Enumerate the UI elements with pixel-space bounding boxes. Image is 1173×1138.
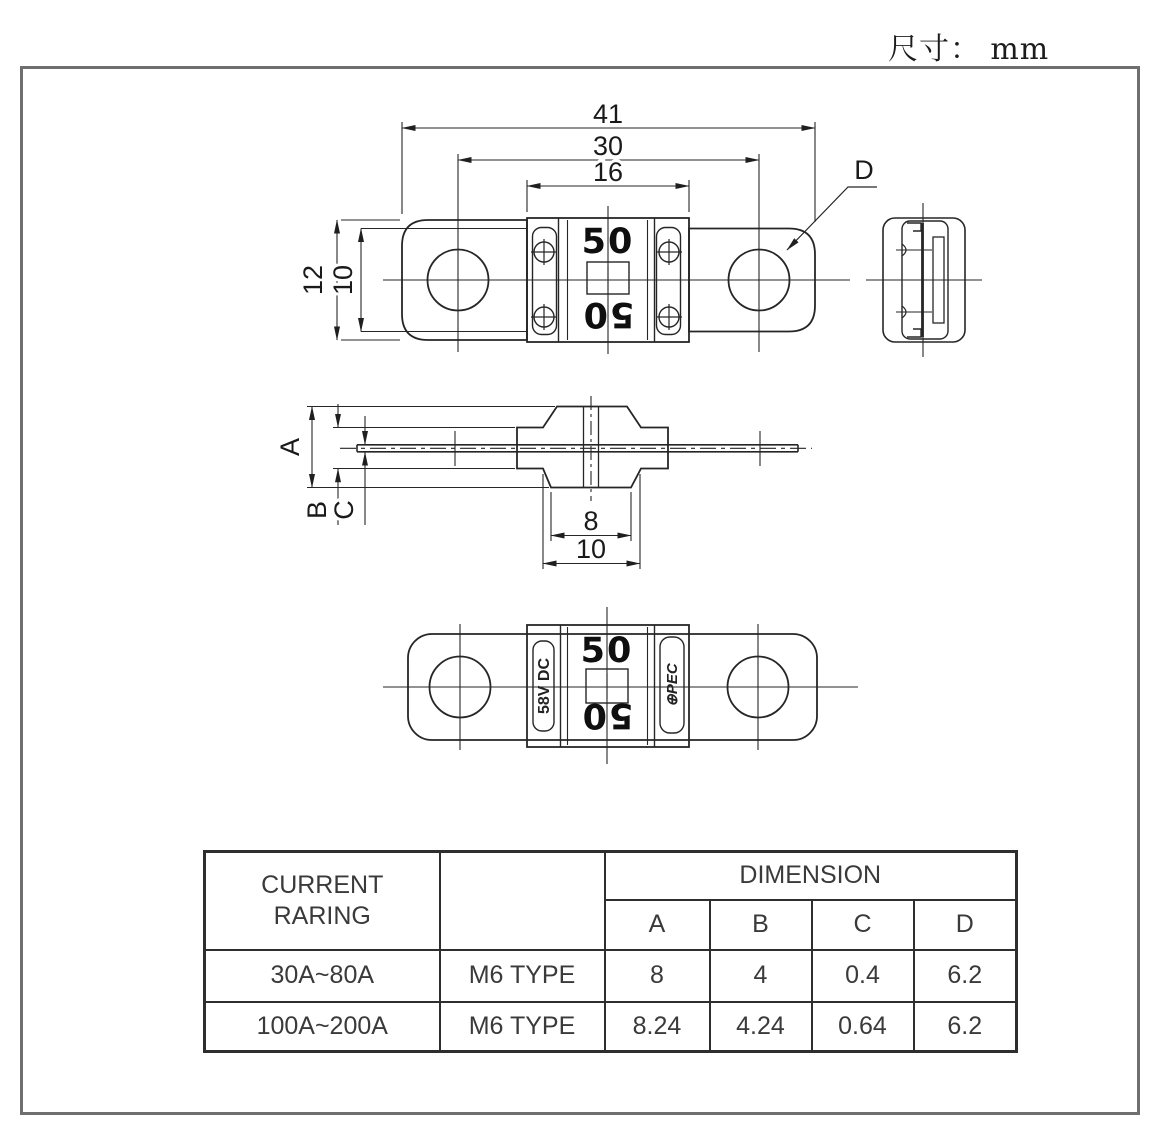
front-view	[383, 607, 858, 764]
dim-hole-spacing: 30	[592, 131, 624, 161]
value-c: 0.4	[812, 950, 914, 1002]
front-view-rating-marking-inverted: 50	[580, 695, 634, 735]
side-view	[275, 396, 812, 569]
stud-type: M6 TYPE	[440, 1002, 605, 1052]
table-row	[205, 950, 1017, 1002]
header-col-a: A	[605, 900, 710, 950]
value-b: 4	[710, 950, 812, 1002]
header-col-b: B	[710, 900, 812, 950]
dim-overall-length: 41	[592, 99, 624, 129]
dim-a-label: A	[275, 437, 305, 457]
dim-body-width: 16	[592, 157, 624, 187]
end-view	[866, 203, 982, 357]
dim-c-label: C	[329, 500, 359, 520]
voltage-marking: 58V DC	[536, 657, 553, 715]
value-b: 4.24	[710, 1002, 812, 1052]
dim-boss-outer: 10	[575, 534, 607, 564]
dim-plate-outer: 12	[298, 264, 328, 296]
value-c: 0.64	[812, 1002, 914, 1052]
table-row	[205, 1002, 1017, 1052]
value-d: 6.2	[914, 1002, 1017, 1052]
dimension-spec-table	[203, 850, 1018, 1053]
header-col-c: C	[812, 900, 914, 950]
dim-plate-inner: 10	[328, 264, 358, 296]
hole-diameter-label: D	[854, 155, 874, 185]
dim-b-label: B	[302, 500, 332, 520]
top-view	[298, 99, 877, 354]
unit-label-cn: 尺寸：	[888, 33, 981, 66]
header-current-rating: CURRENT RARING	[205, 852, 440, 950]
value-a: 8	[605, 950, 710, 1002]
value-d: 6.2	[914, 950, 1017, 1002]
front-view-rating-marking: 50	[580, 631, 634, 671]
stud-type: M6 TYPE	[440, 950, 605, 1002]
unit-label-mm: mm	[990, 32, 1050, 67]
header-col-d: D	[914, 900, 1017, 950]
top-view-rating-marking: 50	[581, 222, 635, 262]
header-dimension: DIMENSION	[605, 852, 1017, 900]
brand-logo: ⊕PEC	[664, 663, 681, 707]
value-a: 8.24	[605, 1002, 710, 1052]
rating-range: 30A~80A	[205, 950, 440, 1002]
header-type-empty	[440, 852, 605, 950]
top-view-rating-marking-inverted: 50	[581, 294, 635, 334]
rating-range: 100A~200A	[205, 1002, 440, 1052]
dim-boss-inner: 8	[583, 506, 599, 536]
